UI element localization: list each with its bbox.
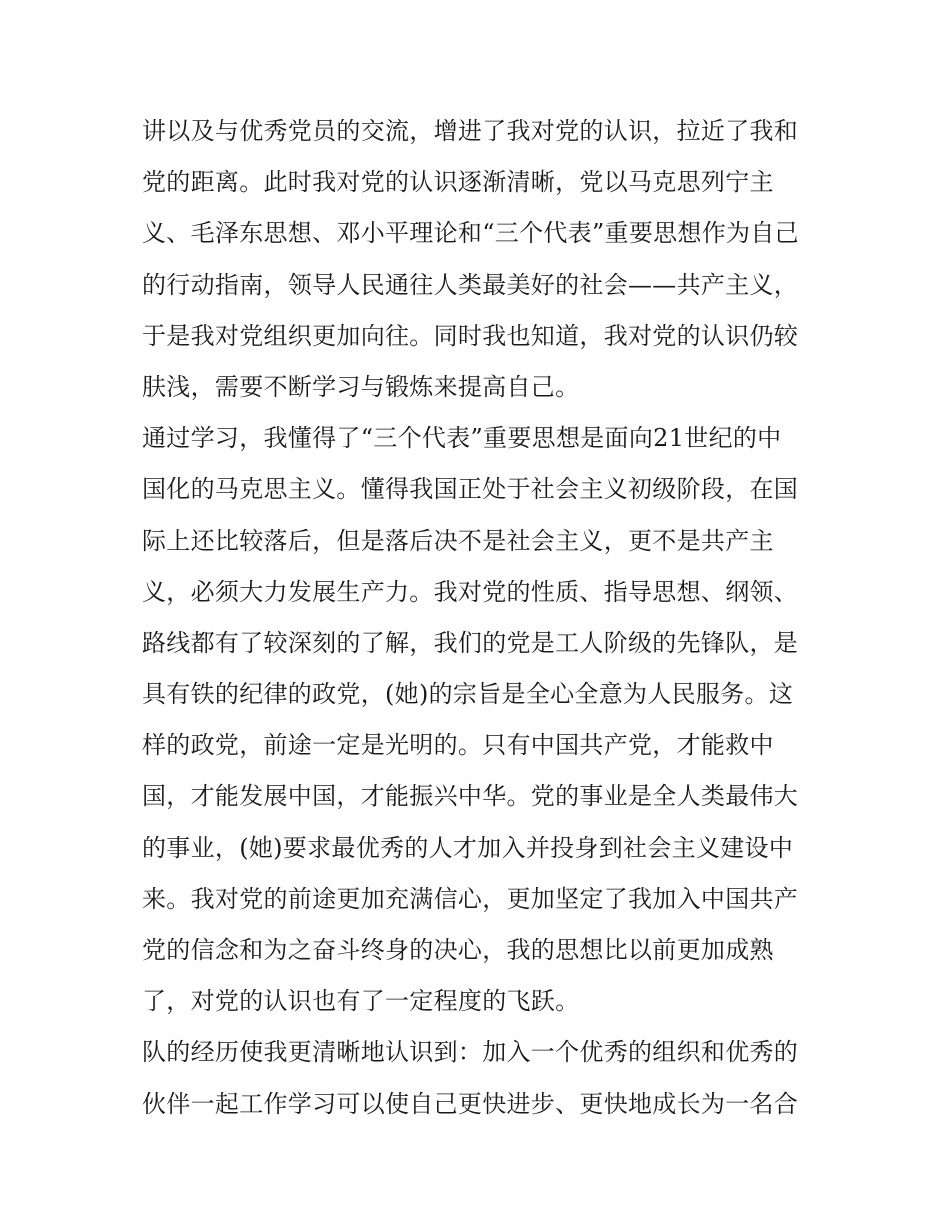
text-line: 党的距离。此时我对党的认识逐渐清晰，党以马克思列宁主	[142, 168, 774, 197]
text-line: 具有铁的纪律的政党，(她)的宗旨是全心全意为人民服务。这	[142, 680, 794, 709]
text-line: 队的经历使我更清晰地认识到：加入一个优秀的组织和优秀的	[142, 1038, 799, 1067]
text-line: 际上还比较落后，但是落后决不是社会主义，更不是共产主	[142, 526, 774, 555]
text-line: 伙伴一起工作学习可以使自己更快进步、更快地成长为一名合	[142, 1089, 799, 1118]
text-line: 来。我对党的前途更加充满信心，更加坚定了我加入中国共产	[142, 884, 799, 913]
body-text	[142, 106, 822, 1130]
text-line: 肤浅，需要不断学习与锻炼来提高自己。	[142, 372, 580, 401]
text-line: 样的政党，前途一定是光明的。只有中国共产党，才能救中	[142, 731, 774, 760]
text-line: 义、毛泽东思想、邓小平理论和“三个代表”重要思想作为自己	[142, 219, 799, 248]
text-line: 的行动指南，领导人民通往人类最美好的社会——共产主义，	[142, 270, 799, 299]
text-line: 了，对党的认识也有了一定程度的飞跃。	[142, 987, 580, 1016]
text-line: 义，必须大力发展生产力。我对党的性质、指导思想、纲领、	[142, 577, 799, 606]
text-line: 党的信念和为之奋斗终身的决心，我的思想比以前更加成熟	[142, 936, 774, 964]
text-line: 的事业，(她)要求最优秀的人才加入并投身到社会主义建设中	[142, 833, 794, 862]
text-line: 讲以及与优秀党员的交流，增进了我对党的认识，拉近了我和	[142, 117, 799, 145]
text-line: 国化的马克思主义。懂得我国正处于社会主义初级阶段，在国	[142, 475, 799, 504]
text-line: 国，才能发展中国，才能振兴中华。党的事业是全人类最伟大	[142, 782, 799, 811]
text-line: 于是我对党组织更加向往。同时我也知道，我对党的认识仍较	[142, 321, 799, 350]
text-line: 路线都有了较深刻的了解，我们的党是工人阶级的先锋队，是	[142, 628, 799, 657]
text-line: 通过学习，我懂得了“三个代表”重要思想是面向21世纪的中	[142, 424, 782, 453]
